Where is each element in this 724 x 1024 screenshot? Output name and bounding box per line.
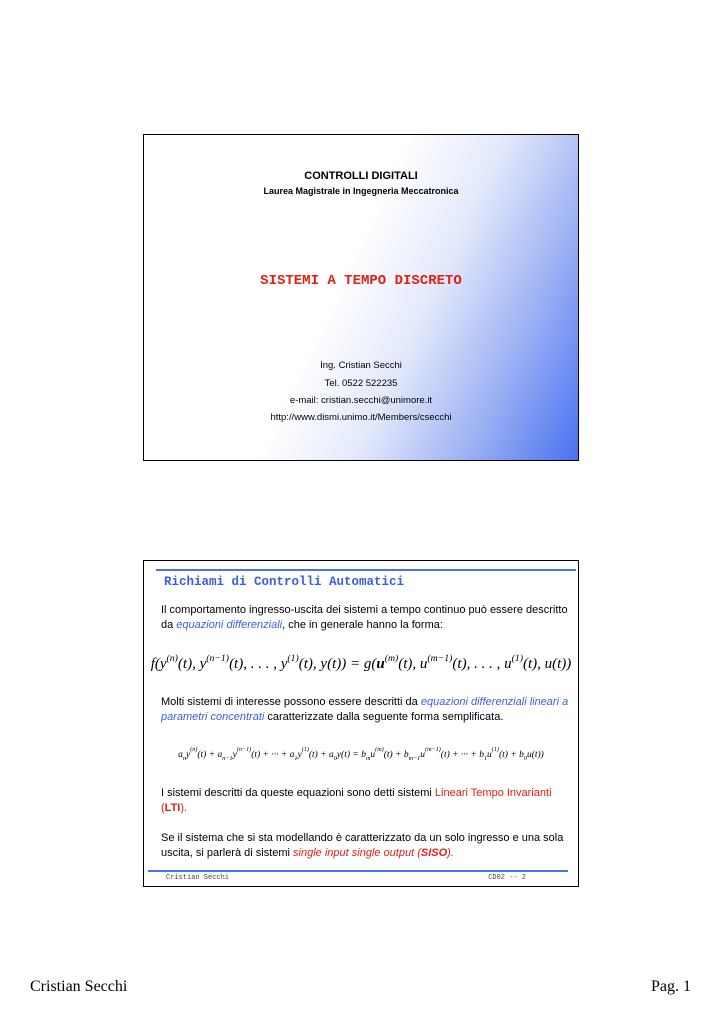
p1-emphasis: equazioni differenziali bbox=[176, 619, 283, 631]
author-name: Ing. Cristian Secchi bbox=[320, 360, 402, 371]
slide-main-title: SISTEMI A TEMPO DISCRETO bbox=[260, 273, 462, 289]
p2-emphasis: equazioni differenziali lineari a parametri concentrati bbox=[161, 696, 569, 723]
p4-emphasis: single input single output ( bbox=[293, 847, 421, 859]
p3-red-text: Lineari Tempo Invarianti ( bbox=[161, 787, 552, 814]
p4-text: Se il sistema che si sta modellando è caratterizzato da un solo ingresso e una sola uscita, si parlerà di sistemi bbox=[161, 832, 564, 859]
slide-footer-number: CD02 -- 2 bbox=[488, 874, 526, 882]
p2-text-end: caratterizzate dalla seguente forma semplificata. bbox=[264, 711, 504, 723]
siso-acronym: SISO bbox=[420, 847, 448, 859]
course-title: CONTROLLI DIGITALI bbox=[304, 170, 418, 182]
page-footer-author: Cristian Secchi bbox=[30, 978, 128, 995]
p1-text-end: , che in generale hanno la forma: bbox=[282, 619, 443, 631]
author-phone: Tel. 0522 522235 bbox=[324, 378, 398, 389]
paragraph-1 bbox=[161, 603, 571, 633]
p3-red-end: ). bbox=[180, 802, 188, 814]
paragraph-3 bbox=[161, 786, 571, 816]
lti-acronym: LTI bbox=[164, 802, 181, 814]
author-email: e-mail: cristian.secchi@unimore.it bbox=[289, 395, 433, 406]
paragraph-4 bbox=[161, 831, 571, 861]
linear-differential-equation: $a_ny^{(n)}(t) + a_{n-1}y^{(n-1)}(t)$ + ··· + $a_1y^{(1)}(t) + a_0y(t) = b_mu^{(m)}(t) + b_{m-1}u^{(m-1)}(t)$ + ··· + $b_1u^{(1)}(t) + b_0u(t)$) bbox=[178, 747, 544, 762]
slide-heading: Richiami di Controlli Automatici bbox=[164, 575, 405, 589]
p2-text: Molti sistemi di interesse possono essere descritti da bbox=[161, 696, 421, 708]
general-differential-equation: $f(y^{(n)}(t)$, $y^{(n-1)}(t)$, . . . , $y^{(1)}(t)$, $y(t)) = g(u^{(m)}(t)$, $u^{(m-1)}(t)$, . . . , $u^{(1)}(t)$, u(t)) bbox=[150, 653, 572, 672]
p1-text: Il comportamento ingresso-uscita dei sistemi a tempo continuo può essere descritto da bbox=[161, 604, 568, 631]
p3-text: I sistemi descritti da queste equazioni sono detti sistemi bbox=[161, 787, 435, 799]
title-slide bbox=[143, 134, 579, 461]
slide-footer-author: Cristian Secchi bbox=[166, 874, 230, 882]
top-divider bbox=[156, 569, 576, 571]
p4-emphasis-end: ). bbox=[447, 847, 454, 859]
author-url: http://www.dismi.unimo.it/Members/csecchi bbox=[270, 412, 452, 423]
content-slide bbox=[143, 560, 579, 887]
page-number: Pag. 1 bbox=[651, 978, 691, 995]
degree-name: Laurea Magistrale in Ingegneria Meccatronica bbox=[263, 186, 459, 196]
bottom-divider bbox=[148, 870, 568, 872]
paragraph-2 bbox=[161, 695, 571, 725]
